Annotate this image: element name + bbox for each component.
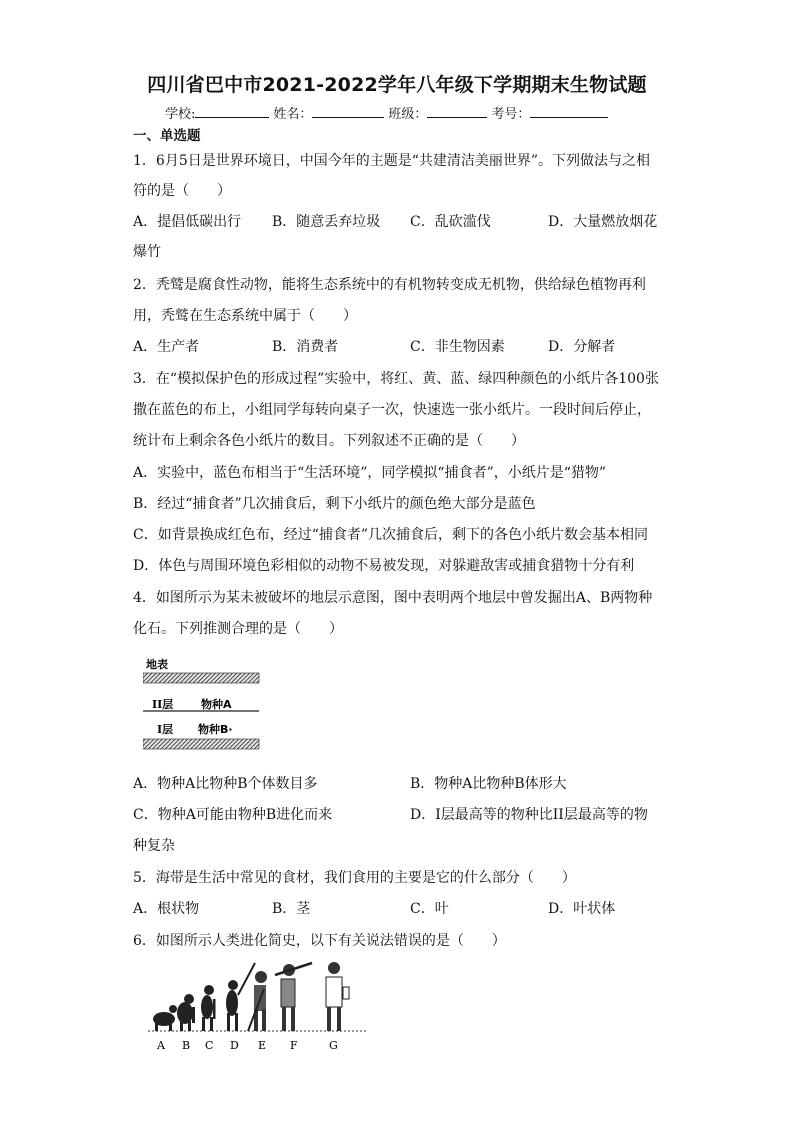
q2-option-d[interactable]: D．分解者 bbox=[548, 339, 616, 355]
surface-label: 地表 bbox=[146, 658, 168, 671]
number-blank[interactable] bbox=[530, 105, 608, 118]
q4-option-d[interactable]: D．I层最高等的物种比II层最高等的物 bbox=[410, 807, 648, 823]
layer-2-label: II层 bbox=[152, 698, 174, 711]
label-c: C bbox=[205, 1039, 214, 1052]
figure-d-silhouette bbox=[226, 963, 255, 1031]
label-f: F bbox=[290, 1039, 298, 1052]
strata-diagram bbox=[143, 656, 268, 752]
label-e: E bbox=[258, 1039, 267, 1052]
q1-option-b[interactable]: B．随意丢弃垃圾 bbox=[272, 214, 381, 230]
figure-g-silhouette bbox=[326, 962, 349, 1031]
q4-option-d-cont: 种复杂 bbox=[133, 838, 175, 854]
q2-line-2: 用，秃鹫在生态系统中属于（ ） bbox=[133, 308, 357, 324]
label-a: A bbox=[157, 1039, 165, 1052]
page-title: 四川省巴中市2021-2022学年八年级下学期期末生物试题 bbox=[147, 74, 647, 96]
class-blank[interactable] bbox=[427, 105, 487, 118]
label-d: D bbox=[230, 1039, 239, 1052]
bottom-hatched-layer bbox=[143, 739, 259, 749]
q5-option-a[interactable]: A．根状物 bbox=[133, 901, 200, 917]
section-heading: 一、单选题 bbox=[133, 128, 201, 144]
name-label: 姓名： bbox=[273, 107, 313, 122]
figure-f-silhouette bbox=[275, 963, 312, 1031]
figure-a-silhouette bbox=[153, 1005, 177, 1031]
top-hatched-layer bbox=[143, 673, 259, 683]
q3-line-3: 统计布上剩余各色小纸片的数目。下列叙述不正确的是（ ） bbox=[133, 433, 525, 449]
q4-option-c[interactable]: C．物种A可能由物种B进化而来 bbox=[133, 807, 333, 823]
q4-option-b[interactable]: B．物种A比物种B体形大 bbox=[410, 776, 567, 792]
species-a-label: 物种A bbox=[201, 698, 232, 711]
q5-option-c[interactable]: C．叶 bbox=[410, 901, 449, 917]
q2-option-a[interactable]: A．生产者 bbox=[133, 339, 200, 355]
q3-option-d[interactable]: D．体色与周围环境色彩相似的动物不易被发现，对躲避敌害或捕食猎物十分有利 bbox=[133, 558, 635, 574]
q3-line-2: 撒在蓝色的布上，小组同学每转向桌子一次，快速选一张小纸片。一段时间后停止， bbox=[133, 402, 651, 418]
number-label: 考号： bbox=[491, 107, 531, 122]
q4-line-1: 4．如图所示为某未被破坏的地层示意图，图中表明两个地层中曾发掘出A、B两物种 bbox=[133, 590, 653, 606]
q1-option-d-cont: 爆竹 bbox=[133, 244, 161, 260]
q2-option-b[interactable]: B．消费者 bbox=[272, 339, 339, 355]
q2-option-c[interactable]: C．非生物因素 bbox=[410, 339, 505, 355]
student-info-row bbox=[165, 103, 612, 122]
school-blank[interactable] bbox=[195, 105, 269, 118]
label-b: B bbox=[182, 1039, 191, 1052]
q3-line-1: 3．在“模拟保护色的形成过程”实验中，将红、黄、蓝、绿四种颜色的小纸片各100张 bbox=[133, 371, 659, 387]
class-label: 班级： bbox=[388, 107, 428, 122]
q5-option-b[interactable]: B．茎 bbox=[272, 901, 311, 917]
label-g: G bbox=[329, 1039, 338, 1052]
q3-option-b[interactable]: B．经过“捕食者”几次捕食后，剩下小纸片的颜色绝大部分是蓝色 bbox=[133, 496, 536, 512]
layer-1-label: I层 bbox=[157, 723, 174, 736]
q1-option-a[interactable]: A．提倡低碳出行 bbox=[133, 214, 242, 230]
q3-option-c[interactable]: C．如背景换成红色布，经过“捕食者”几次捕食后，剩下的各色小纸片数会基本相同 bbox=[133, 527, 649, 543]
figure-e-silhouette bbox=[248, 971, 267, 1031]
q4-option-a[interactable]: A．物种A比物种B个体数目多 bbox=[133, 776, 318, 792]
human-evolution-figure bbox=[140, 955, 370, 1055]
q1-option-d[interactable]: D．大量燃放烟花 bbox=[548, 214, 658, 230]
q1-line-1: 1．6月5日是世界环境日，中国今年的主题是“共建清洁美丽世界”。下列做法与之相 bbox=[133, 153, 651, 169]
school-label: 学校: bbox=[165, 107, 196, 122]
q6-line-1: 6．如图所示人类进化简史，以下有关说法错误的是（ ） bbox=[133, 933, 506, 949]
q1-option-c[interactable]: C．乱砍滥伐 bbox=[410, 214, 491, 230]
q3-option-a[interactable]: A．实验中，蓝色布相当于“生活环境”，同学模拟“捕食者”，小纸片是“猎物” bbox=[133, 465, 607, 481]
q1-line-2: 符的是（ ） bbox=[133, 183, 231, 199]
q5-line-1: 5．海带是生活中常见的食材，我们食用的主要是它的什么部分（ ） bbox=[133, 870, 576, 886]
figure-c-silhouette bbox=[201, 985, 216, 1031]
name-blank[interactable] bbox=[312, 105, 384, 118]
figure-b-silhouette bbox=[177, 994, 195, 1031]
species-b-label: 物种B· bbox=[198, 723, 233, 736]
q4-line-2: 化石。下列推测合理的是（ ） bbox=[133, 621, 343, 637]
q5-option-d[interactable]: D．叶状体 bbox=[548, 901, 616, 917]
q2-line-1: 2．秃鹫是腐食性动物，能将生态系统中的有机物转变成无机物，供给绿色植物再利 bbox=[133, 277, 646, 293]
